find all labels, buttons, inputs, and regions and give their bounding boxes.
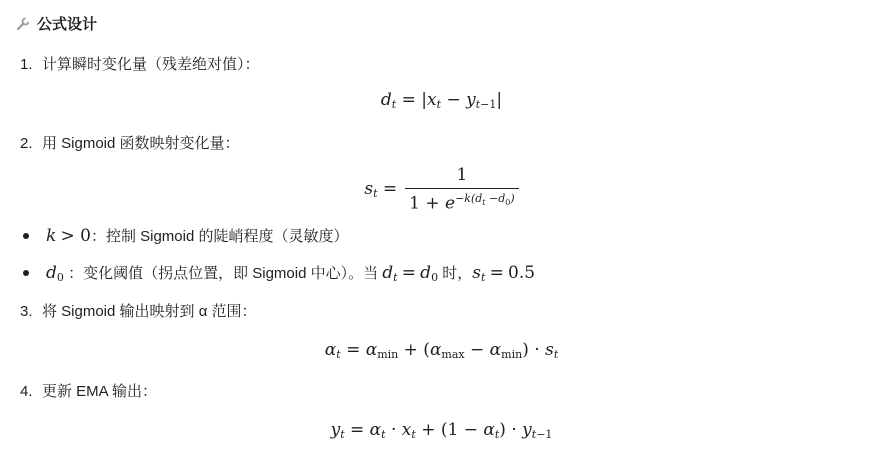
formula-residual: $d_t = |x_t - y_{t-1}|$ <box>380 90 503 111</box>
formula-sigmoid: $s_t$ = $\frac{1}{1 + e^{-k(d_t -d_0)}}$ <box>0 165 883 214</box>
step-4-number: 4. <box>20 383 33 400</box>
step-2-number: 2. <box>20 135 33 152</box>
bullet-dot <box>23 270 29 276</box>
step-3 <box>20 300 257 321</box>
bullet-dot <box>23 233 29 239</box>
center-value: 0.5 <box>508 263 536 283</box>
step-1-text: 计算瞬时变化量（残差绝对值）： <box>42 56 260 73</box>
step-1 <box>20 53 260 74</box>
section-heading <box>16 13 97 34</box>
wrench-icon <box>16 17 30 31</box>
step-3-number: 3. <box>20 303 33 320</box>
step-2 <box>20 132 240 153</box>
bullet-k-text: ：控制 Sigmoid 的陡峭程度（灵敏度） <box>90 228 349 245</box>
bullet-d0-text-b: 时， <box>442 265 473 282</box>
step-3-text: 将 Sigmoid 输出映射到 α 范围： <box>42 303 257 320</box>
step-2-text: 用 Sigmoid 函数映射变化量： <box>42 135 240 152</box>
section-title: 公式设计 <box>37 16 98 33</box>
step-1-number: 1. <box>20 56 33 73</box>
formula-ema: $y_t = \alpha_t \cdot x_t + (1 - \alpha_t) \cdot y_{t-1}$ <box>330 420 553 441</box>
bullet-d0: $d_0$ ：变化阈值（拐点位置，即 Sigmoid 中心）。当 $d_t = d_0$ 时，$s_t = 0.5$ <box>20 262 535 284</box>
bullet-d0-text-a: ：变化阈值（拐点位置，即 Sigmoid 中心）。当 <box>68 265 379 282</box>
formula-alpha: $\alpha_t = \alpha_{min} + (\alpha_{max} - \alpha_{min}) \cdot s_t$ <box>324 340 559 361</box>
step-4 <box>20 380 157 401</box>
bullet-k: k > 0：控制 Sigmoid 的陡峭程度（灵敏度） <box>20 225 348 246</box>
step-4-text: 更新 EMA 输出： <box>42 383 158 400</box>
